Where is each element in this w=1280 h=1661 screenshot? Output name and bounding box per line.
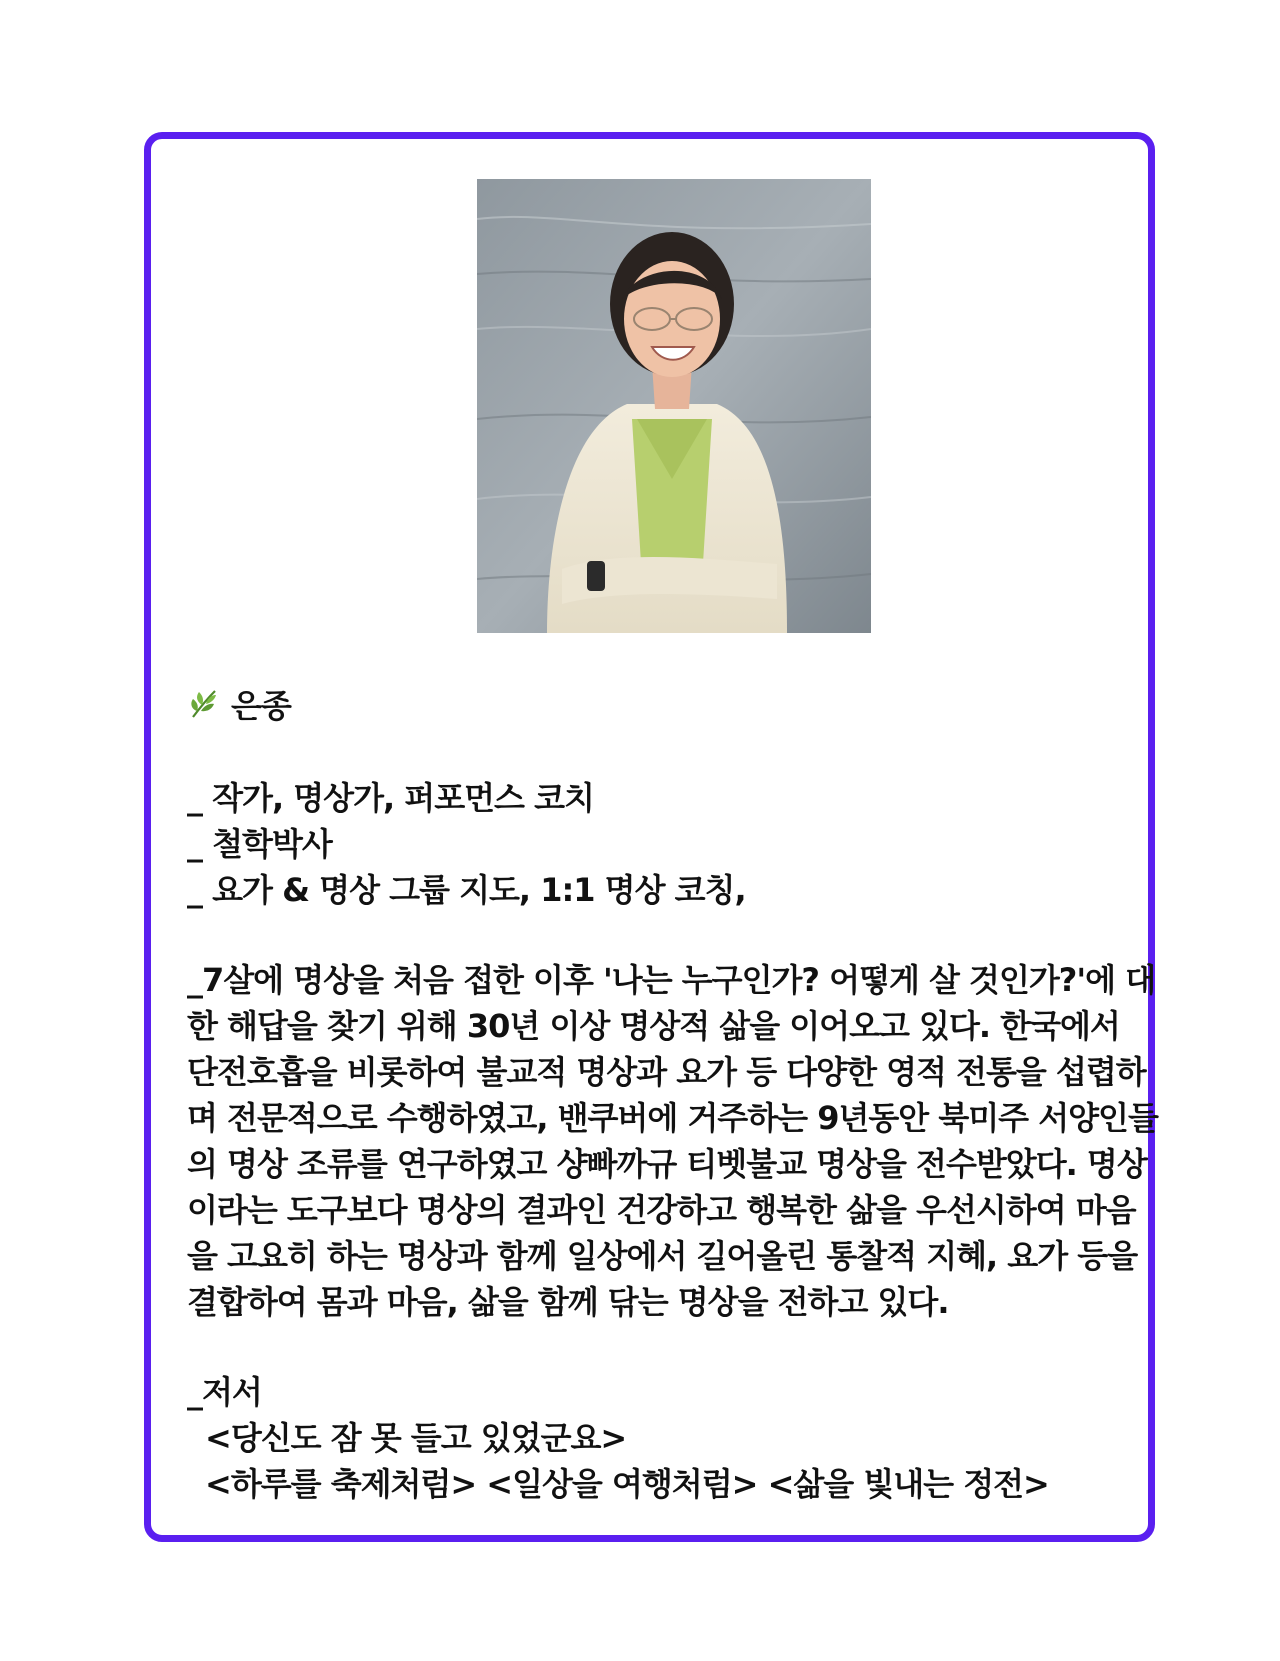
role-line: _ 철학박사 [187,825,332,863]
bio-line: 을 고요히 하는 명상과 함께 일상에서 길어올린 통찰적 지혜, 요가 등을 [187,1237,1138,1275]
books-heading: _저서 [187,1373,262,1411]
bio-line: 며 전문적으로 수행하였고, 밴쿠버에 거주하는 9년동안 북미주 서양인들 [187,1099,1158,1137]
bio-line: 단전호흡을 비롯하여 불교적 명상과 요가 등 다양한 영적 전통을 섭렵하 [187,1053,1146,1091]
profile-card [144,132,1158,1542]
bio-line: 결합하여 몸과 마음, 삶을 함께 닦는 명상을 전하고 있다. [187,1283,949,1321]
profile-photo [477,179,871,633]
profile-name: 은종 [231,687,291,725]
role-line: _ 작가, 명상가, 퍼포먼스 코치 [187,779,594,817]
bio-line: _7살에 명상을 처음 접한 이후 '나는 누구인가? 어떻게 살 것인가?'에 대 [187,961,1156,999]
book-title-line: <하루를 축제처럼> <일상을 여행처럼> <삶을 빛내는 정전> [205,1465,1049,1503]
bio-line: 의 명상 조류를 연구하였고 샹빠까규 티벳불교 명상을 전수받았다. 명상 [187,1145,1147,1183]
profile-text [187,679,1158,1507]
book-title-line: <당신도 잠 못 들고 있었군요> [205,1419,627,1457]
profile-name-row [187,679,1127,729]
herb-leaf-icon [187,687,221,721]
bio-line: 한 해답을 찾기 위해 30년 이상 명상적 삶을 이어오고 있다. 한국에서 [187,1007,1120,1045]
role-line: _ 요가 & 명상 그룹 지도, 1:1 명상 코칭, [187,871,746,909]
bio-line: 이라는 도구보다 명상의 결과인 건강하고 행복한 삶을 우선시하여 마음 [187,1191,1136,1229]
